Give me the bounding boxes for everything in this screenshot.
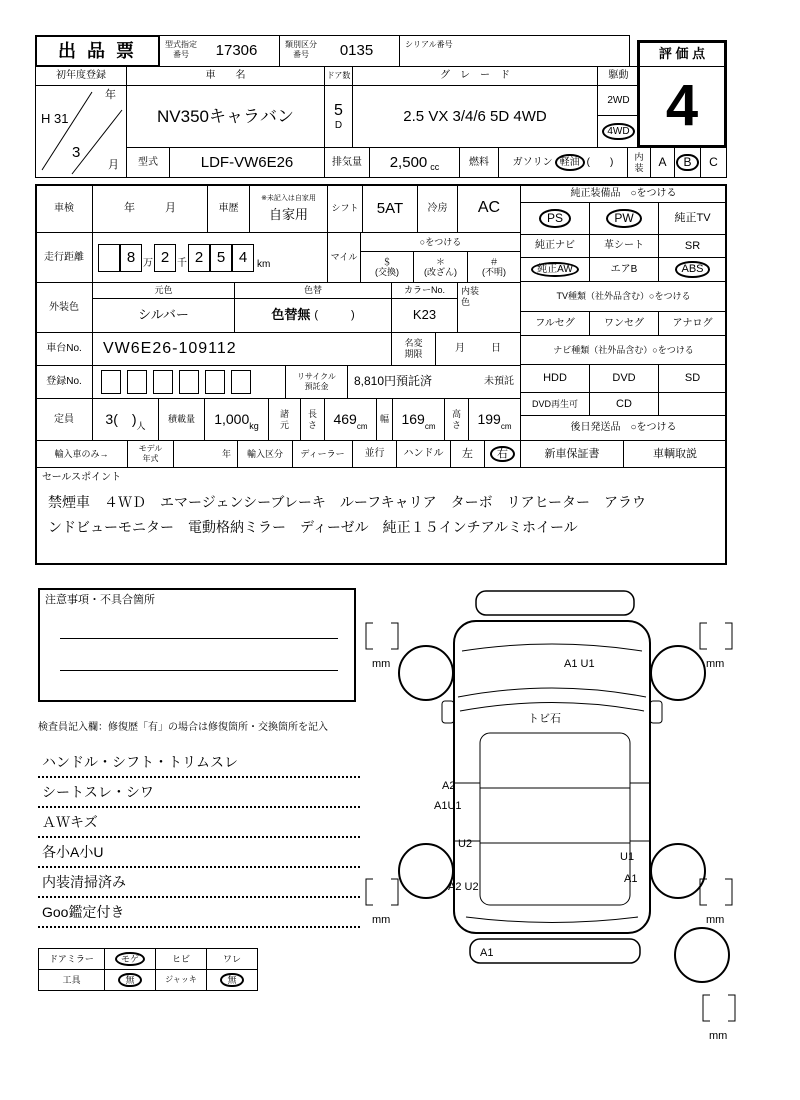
equip-airbag: エアB	[589, 257, 659, 282]
reg-no-box	[127, 370, 147, 394]
damage-rear-left: A2 U2	[448, 881, 479, 893]
ac-value: AC	[457, 184, 521, 233]
base-color-value: シルバー	[92, 298, 235, 333]
doors-cell	[324, 85, 353, 148]
name-change-label: 名変期限	[404, 338, 423, 359]
interior-b-cell	[674, 147, 701, 178]
mileage-digit-1: 4	[232, 244, 254, 272]
windshield-line-1	[458, 688, 646, 697]
capacity-cell	[92, 398, 159, 441]
evaluation-score: 4	[665, 72, 699, 138]
bracket-icon	[700, 623, 707, 649]
inspector-item-6: Goo鑑定付き	[38, 898, 360, 928]
width-label-cell: 幅	[376, 398, 393, 441]
base-color-header: 元色	[92, 282, 235, 299]
name-change-date-cell	[435, 332, 521, 366]
width-value: 169	[401, 411, 425, 428]
tv-type-header: TV種類（社外品含む）○をつける	[520, 281, 727, 312]
mileage-digit-10k: 8	[120, 244, 142, 272]
equip-abs-cell	[658, 257, 727, 282]
inspector-item-2: シートスレ・シワ	[38, 778, 360, 808]
doors-value: 5	[334, 101, 343, 119]
grade-value: 2.5 VX 3/4/6 5D 4WD	[352, 85, 598, 148]
class-code-cell	[279, 35, 400, 67]
recycle-paid: 8,810円預託済	[354, 374, 433, 389]
mm-label-front-left: mm	[372, 658, 391, 670]
mm-label-rear-right: mm	[706, 914, 725, 926]
spec-label: 諸元	[279, 408, 289, 430]
import-parallel: 並行	[352, 440, 397, 468]
change-color-cell	[234, 298, 392, 333]
doors-unit: D	[334, 119, 343, 131]
history-cell	[249, 184, 328, 233]
change-color-paren: ( )	[314, 309, 355, 322]
history-value: 自家用	[268, 206, 308, 222]
front-bumper	[476, 591, 634, 615]
recycle-unpaid: 未預託	[484, 376, 514, 388]
reg-no-box	[205, 370, 225, 394]
damage-left-rear: U2	[458, 838, 473, 850]
name-change-day-unit: 日	[491, 343, 501, 355]
sales-line1: 禁煙車 ４ＷＤ エマージェンシーブレーキ ルーフキャリア ターボ リアヒーター アラウ	[48, 494, 647, 510]
inspector-header: 検査員記入欄：修復歴「有」の場合は修復箇所・交換箇所を記入	[38, 722, 328, 733]
rear-bumper	[470, 939, 640, 963]
mileage-unknown-cell	[467, 251, 521, 283]
fuel-label: 燃料	[459, 147, 499, 178]
car-body	[454, 621, 650, 933]
mileage-mark-note: ○をつける	[360, 232, 521, 252]
exchange-label: (交換)	[375, 267, 399, 277]
tv-fullseg: フルセグ	[520, 311, 590, 336]
reg-month-value: 3	[72, 143, 81, 161]
table-jack-none: 無	[220, 973, 243, 987]
inspector-item-1: ハンドル・シフト・トリムスレ	[38, 748, 360, 778]
load-value: 1,000	[214, 411, 250, 428]
shaken-year-unit: 年	[124, 202, 135, 215]
navi-type-header: ナビ種類（社外品含む）○をつける	[520, 335, 727, 365]
equipment-header: 純正装備品 ○をつける	[520, 184, 727, 203]
exchange-symbol: ＄	[382, 256, 392, 267]
ext-color-label: 外装色	[35, 282, 93, 333]
mileage-label: 走行距離	[35, 232, 93, 283]
disp-unit: cc	[430, 162, 440, 173]
spec-label-cell	[268, 398, 301, 441]
name-change-label-cell	[391, 332, 436, 366]
media-empty-cell	[658, 392, 727, 416]
drive-2wd: 2WD	[597, 85, 640, 116]
mileage-man-unit: 万	[143, 257, 153, 269]
damage-front-right: A1 U1	[564, 658, 595, 670]
right-mirror	[650, 701, 662, 723]
reg-no-box	[101, 370, 121, 394]
manual: 車輌取説	[623, 440, 727, 468]
later-shipping: 後日発送品 ○をつける	[520, 415, 727, 441]
model-year-label: モデル年式	[138, 444, 163, 463]
chassis-value: VW6E26-109112	[92, 332, 392, 366]
disp-label: 排気量	[324, 147, 370, 178]
handle-right: 右	[490, 446, 515, 463]
capacity-unit: 人	[136, 421, 146, 432]
interior-c: C	[700, 147, 727, 178]
cd: CD	[589, 392, 659, 416]
sales-label: セールスポイント	[42, 472, 122, 483]
interior-a: A	[650, 147, 675, 178]
name-change-month-unit: 月	[455, 343, 465, 355]
model-code-label: 型式指定番号	[165, 40, 197, 59]
unknown-label: (不明)	[482, 267, 506, 277]
length-label-cell	[300, 398, 325, 441]
mileage-exchange-cell	[360, 251, 414, 283]
tv-analog: アナログ	[658, 311, 727, 336]
height-cell	[468, 398, 521, 441]
damage-right-rear-2: A1	[624, 873, 638, 885]
mileage-mile-label: マイル	[327, 232, 361, 283]
grade-header: グ レ ー ド	[352, 66, 598, 86]
damage-left-front: A2	[442, 780, 456, 792]
fuel-diesel: 軽油	[555, 154, 585, 172]
interior-color-label: 内装色	[461, 286, 480, 307]
damage-windshield: トビ石	[528, 713, 561, 725]
ac-label: 冷房	[417, 184, 458, 233]
table-tools-none: 無	[118, 973, 141, 987]
height-value: 199	[477, 411, 501, 428]
interior-label: 内装	[634, 151, 644, 173]
shaken-value-cell	[92, 184, 208, 233]
bracket-icon	[700, 879, 707, 905]
mileage-cell	[92, 232, 328, 283]
navi-hdd: HDD	[520, 364, 590, 393]
inspector-item-3: ＡＷキズ	[38, 808, 360, 838]
height-unit: cm	[500, 421, 512, 431]
change-color-header: 色替	[234, 282, 392, 299]
unknown-symbol: ＃	[489, 256, 499, 267]
rear-window-line	[466, 917, 638, 923]
equip-aw-cell	[520, 257, 590, 282]
fuel-paren: ( )	[586, 156, 614, 168]
width-cell	[392, 398, 445, 441]
table-jack: ジャッキ	[155, 969, 207, 991]
color-no-value: K23	[391, 298, 458, 333]
shift-value: 5AT	[362, 184, 418, 233]
table-moge: モゲ	[115, 952, 145, 966]
equip-sr: SR	[658, 234, 727, 258]
class-code-value: 0135	[339, 42, 374, 60]
bracket-icon	[703, 995, 710, 1021]
car-name-value: NV350キャラバン	[126, 85, 325, 148]
evaluation-label: 評 価 点	[640, 43, 724, 67]
tamper-label: (改ざん)	[424, 267, 457, 277]
capacity-label: 定員	[35, 398, 93, 441]
reg-no-box	[153, 370, 173, 394]
shift-label: シフト	[327, 184, 363, 233]
hood-line	[462, 644, 642, 651]
fuel-gasoline: ガソリン	[512, 156, 553, 168]
navi-dvd: DVD	[589, 364, 659, 393]
doors-header: ドア数	[324, 66, 353, 86]
model-label: 型式	[126, 147, 170, 178]
change-color-value: 色替無	[271, 307, 311, 323]
roof-outline	[480, 733, 630, 905]
model-code-cell	[159, 35, 280, 67]
wheel-front-left	[399, 646, 453, 700]
bracket-icon	[725, 623, 732, 649]
fuel-cell	[498, 147, 628, 178]
table-ware: ワレ	[206, 948, 258, 970]
height-label-cell	[444, 398, 469, 441]
notes-label: 注意事項・不具合箇所	[45, 594, 155, 606]
sales-points-cell	[35, 467, 727, 565]
mileage-digit-10: 5	[210, 244, 232, 272]
equip-aw: 純正AW	[531, 262, 579, 278]
notes-box	[38, 588, 356, 702]
tamper-symbol: ＊	[435, 256, 445, 267]
length-cell	[324, 398, 377, 441]
table-door-mirror: ドアミラー	[38, 948, 105, 970]
equip-tv: 純正TV	[658, 202, 727, 235]
model-year-cell	[173, 440, 238, 468]
recycle-label: リサイクル預託金	[297, 372, 336, 391]
reg-no-label: 登録No.	[35, 365, 93, 399]
sheet-title: 出 品 票	[35, 35, 160, 67]
damage-rear-bumper: A1	[480, 947, 494, 959]
equip-pw-cell	[589, 202, 659, 235]
windshield-line-2	[460, 703, 644, 712]
notes-line-2	[60, 670, 338, 671]
chassis-label: 車台No.	[35, 332, 93, 366]
mileage-digit-100k	[98, 244, 120, 272]
notes-line-1	[60, 638, 338, 639]
width-unit: cm	[424, 421, 436, 431]
first-reg-cell	[35, 85, 127, 178]
reg-era-value: H 31	[41, 111, 69, 126]
wheel-front-right	[651, 646, 705, 700]
equip-ps: PS	[539, 209, 571, 229]
mileage-digit-100: 2	[188, 244, 210, 272]
model-year-unit: 年	[221, 448, 231, 459]
evaluation-box	[637, 40, 727, 148]
load-unit: kg	[249, 421, 259, 432]
capacity-value: 3( )	[105, 411, 137, 428]
dvd-play: DVD再生可	[520, 392, 590, 416]
bracket-icon	[725, 879, 732, 905]
recycle-label-cell	[285, 365, 348, 399]
handle-right-cell	[484, 440, 521, 468]
model-year-label-cell	[127, 440, 174, 468]
handle-label: ハンドル	[396, 440, 451, 468]
car-name-header: 車 名	[126, 66, 325, 86]
import-division-label: 輸入区分	[237, 440, 293, 468]
mileage-sen-unit: 千	[177, 257, 187, 269]
equip-abs: ABS	[675, 261, 709, 278]
length-value: 469	[333, 411, 357, 428]
reg-no-box	[231, 370, 251, 394]
mileage-tamper-cell	[413, 251, 468, 283]
damage-left-door: A1U1	[434, 800, 462, 812]
model-value: LDF-VW6E26	[169, 147, 325, 178]
load-cell	[204, 398, 269, 441]
equip-ps-cell	[520, 202, 590, 235]
color-no-header: カラーNo.	[391, 282, 458, 299]
length-unit: cm	[356, 421, 368, 431]
table-jack-none-cell	[206, 969, 258, 991]
reg-no-boxes	[92, 365, 286, 399]
length-label: 長さ	[307, 408, 317, 430]
disp-value: 2,500	[389, 153, 428, 171]
drive-header: 駆動	[597, 66, 640, 86]
interior-b: B	[676, 154, 698, 172]
handle-left: 左	[450, 440, 485, 468]
interior-color-cell	[457, 282, 521, 333]
disp-cell	[369, 147, 460, 178]
equip-leather: 革シート	[589, 234, 659, 258]
damage-right-rear-1: U1	[620, 851, 635, 863]
table-tools-none-cell	[104, 969, 156, 991]
wheel-rear-left	[399, 844, 453, 898]
car-diagram	[358, 583, 762, 1063]
history-note: ※未記入は自家用	[261, 194, 316, 202]
bracket-icon	[391, 879, 398, 905]
mm-label-rear-left: mm	[372, 914, 391, 926]
history-label: 車歴	[207, 184, 250, 233]
inspector-item-4: 各小A小U	[38, 838, 360, 868]
table-moge-cell	[104, 948, 156, 970]
equip-navi: 純正ナビ	[520, 234, 590, 258]
serial-label: シリアル番号	[405, 40, 453, 49]
shaken-label: 車検	[35, 184, 93, 233]
height-label: 高さ	[451, 408, 461, 430]
sales-line2: ンドビューモニター 電動格納ミラー ディーゼル 純正１５インチアルミホイール	[48, 519, 578, 535]
bracket-icon	[391, 623, 398, 649]
drive-4wd-cell	[597, 115, 640, 148]
tv-oneseg: ワンセグ	[589, 311, 659, 336]
import-dealer: ディーラー	[292, 440, 353, 468]
inspector-item-5: 内装清掃済み	[38, 868, 360, 898]
class-code-label: 類別区分番号	[285, 40, 317, 59]
reg-no-box	[179, 370, 199, 394]
mileage-digit-1k: 2	[154, 244, 176, 272]
left-mirror	[442, 701, 454, 723]
bracket-icon	[728, 995, 735, 1021]
drive-4wd: 4WD	[602, 123, 634, 141]
reg-year-unit: 年	[105, 89, 116, 101]
interior-label-cell	[627, 147, 651, 178]
first-reg-header: 初年度登録	[35, 66, 127, 86]
model-code-value: 17306	[215, 42, 258, 60]
recycle-cell	[347, 365, 521, 399]
bracket-icon	[366, 623, 373, 649]
reg-month-unit: 月	[108, 159, 119, 172]
serial-cell	[399, 35, 630, 67]
spare-tire	[675, 928, 729, 982]
warranty: 新車保証書	[520, 440, 624, 468]
table-tools: 工具	[38, 969, 105, 991]
mm-label-spare: mm	[709, 1030, 728, 1042]
table-hibi: ヒビ	[155, 948, 207, 970]
shaken-month-unit: 月	[165, 202, 176, 215]
navi-sd: SD	[658, 364, 727, 393]
mm-label-front-right: mm	[706, 658, 725, 670]
import-label: 輸入車のみ→	[35, 440, 128, 468]
wheel-rear-right	[651, 844, 705, 898]
bracket-icon	[366, 879, 373, 905]
load-label: 積載量	[158, 398, 205, 441]
equip-pw: PW	[606, 209, 641, 229]
mileage-km-unit: km	[257, 258, 271, 270]
